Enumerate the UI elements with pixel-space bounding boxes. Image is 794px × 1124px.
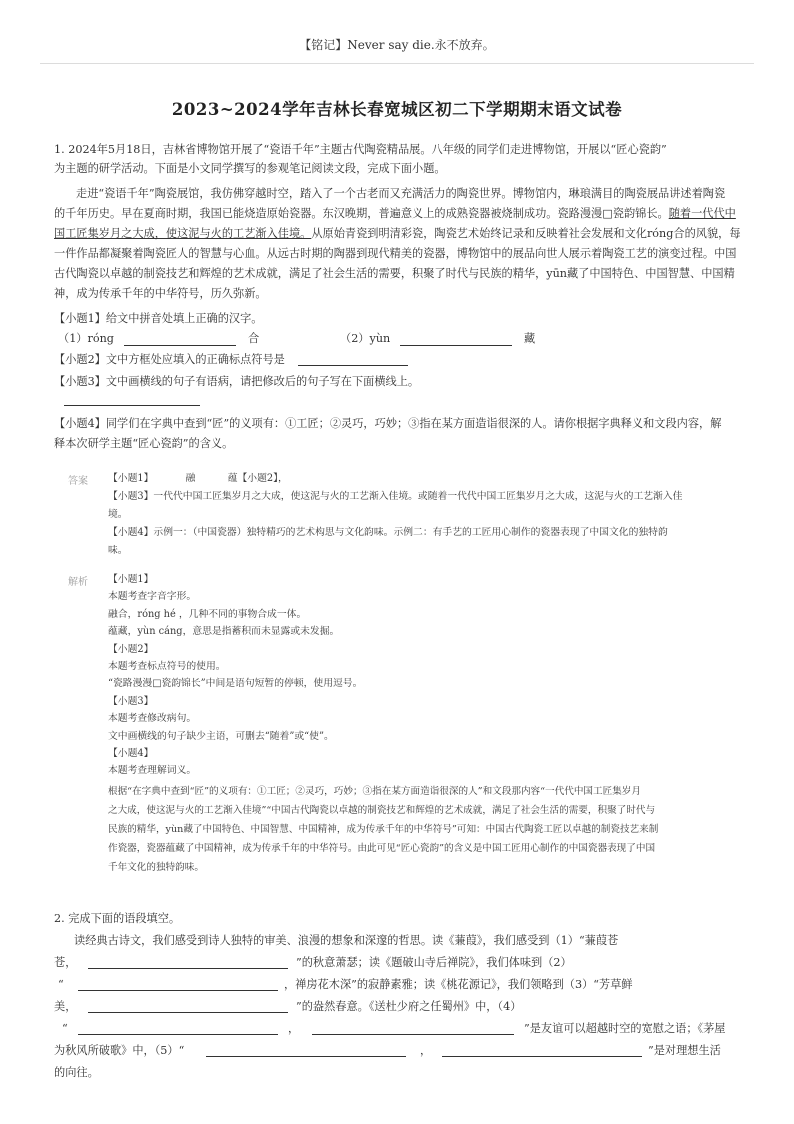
q2-line-4-start: 美， (54, 1000, 77, 1013)
q1-sub2-answer-blank[interactable] (298, 365, 408, 366)
answer-sub1-a: 融 (185, 473, 196, 484)
analysis-lines-detail (108, 782, 658, 877)
q1-passage-line-4: 一件作品都凝聚着陶瓷匠人的智慧与心血。从远古时期的陶器到现代精美的瓷器，博物馆中的展品向世人展示着陶瓷工艺的演变过程。中国 (54, 247, 737, 260)
page-title: 2023~2024学年吉林长春宽城区初二下学期期末语文试卷 (171, 100, 623, 119)
q1-sub1-tail-b: 藏 (524, 332, 536, 345)
q1-passage-line-5: 古代陶瓷以卓越的制瓷技艺和辉煌的艺术成就，满足了社会生活的需要，积聚了时代与民族的精华，yūn藏了中国特色、中国智慧、中国精 (54, 267, 735, 280)
q1-underlined-sentence-part-1: 随着一代代中 (668, 207, 736, 220)
answer-line-4: 【小题4】示例一：（中国瓷器）独特精巧的艺术构思与文化韵味。示例二：有手艺的工匠用心制作的瓷器表现了中国文化的独特韵 (108, 527, 668, 538)
q1-passage-line-6: 神，成为传承千年的中华符号，历久弥新。 (54, 287, 267, 300)
q2-line-6-comma: ， (420, 1044, 432, 1057)
analysis-line: “瓷路漫漫□瓷韵锦长”中间是语句短暂的停顿，使用逗号。 (108, 678, 363, 690)
q2-line-4-end: ”的盎然春意。《送杜少府之任蜀州》中，（4） (296, 1000, 522, 1013)
analysis-detail-line: 千年文化的独特韵味。 (108, 862, 204, 873)
analysis-detail-line: 根据“在字典中查到“匠”的义项有：①工匠；②灵巧，巧妙；③指在某方面造诣很深的人”和文段那内容“一代代中国工匠集岁月 (108, 786, 641, 797)
analysis-detail-line: 作瓷器，瓷器蕴藏了中国精神，成为传承千年的中华符号。由此可见“匠心瓷韵”的含义是中国工匠用心制作的中国瓷器表现了中国 (108, 843, 656, 854)
q1-sub1-tail-a: 合 (248, 332, 260, 345)
q1-sub1-answer-blank-a[interactable] (124, 345, 236, 346)
q1-subquestion-1: 【小题1】给文中拼音处填上正确的汉字。 (54, 312, 263, 325)
q1-subquestion-3: 【小题3】文中画横线的句子有语病，请把修改后的句子写在下面横线上。 (54, 375, 420, 388)
q1-subquestion-2: 【小题2】文中方框处应填入的正确标点符号是 (54, 353, 285, 366)
answer-sub1-tag: 【小题1】 (108, 473, 154, 484)
analysis-line: 文中画横线的句子缺少主语，可删去“随着”或“使”。 (108, 730, 334, 742)
q2-line-2-start: 苍， (54, 956, 77, 969)
answer-label: 答案 (68, 476, 88, 487)
q2-line-5-open-quote: “ (62, 1022, 68, 1035)
answer-line-5: 味。 (108, 545, 128, 556)
analysis-line: 本题考查标点符号的使用。 (108, 661, 226, 673)
q1-sub1-label-b: （2）yùn (340, 332, 391, 345)
q2-line-5-end: ”是友谊可以超越时空的宽慰之语；《茅屋 (524, 1022, 726, 1035)
q1-subquestion-4-line-2: 释本次研学主题“匠心瓷韵”的含义。 (54, 437, 234, 450)
q2-blank-1[interactable] (88, 968, 288, 969)
q2-prompt: 2. 完成下面的语段填空。 (54, 912, 181, 925)
q1-passage-line-1: 走进“瓷语千年”陶瓷展馆，我仿佛穿越时空，踏入了一个古老而又充满活力的陶瓷世界。博物馆内，琳琅满目的陶瓷展品讲述着陶瓷 (76, 187, 726, 200)
analysis-line: 【小题4】 (108, 748, 154, 760)
q2-blank-5b[interactable] (442, 1056, 642, 1057)
q1-underlined-sentence-part-2: 国工匠集岁月之大成，使这泥与火的工艺渐入佳境。 (54, 227, 312, 240)
q2-line-1: 读经典古诗文，我们感受到诗人独特的审美、浪漫的想象和深邃的哲思。读《蒹葭》，我们感受到（1）“蒹葭苍 (74, 934, 619, 947)
q1-intro-line-1: 1. 2024年5月18日，吉林省博物馆开展了“瓷语千年”主题古代陶瓷精品展。八年级的同学们走进博物馆，开展以“匠心瓷韵” (54, 143, 667, 156)
q1-passage-line-2 (54, 204, 736, 224)
q1-subquestion-4-line-1: 【小题4】同学们在字典中查到“匠”的义项有：①工匠；②灵巧，巧妙；③指在某方面造诣很深的人。请你根据字典释义和文段内容，解 (54, 417, 722, 430)
q2-line-5-comma: ， (288, 1022, 300, 1035)
q2-line-7: 的向往。 (54, 1066, 99, 1079)
q2-line-3-end: ，禅房花木深”的寂静素雅；读《桃花源记》，我们领略到（3）“芳草鲜 (284, 978, 633, 991)
analysis-line: 本题考查字音字形。 (108, 591, 197, 603)
header-divider (40, 63, 754, 64)
analysis-lines (108, 571, 362, 780)
analysis-line: 融合，róng hé ，几种不同的事物合成一体。 (108, 608, 307, 620)
q2-blank-3[interactable] (88, 1012, 288, 1013)
analysis-line: 【小题1】 (108, 574, 154, 585)
analysis-line: 本题考查理解词义。 (108, 765, 197, 777)
answer-line-2: 【小题3】一代代中国工匠集岁月之大成，使这泥与火的工艺渐入佳境。或随着一代代中国工匠集岁月之大成，这泥与火的工艺渐入佳 (108, 491, 683, 502)
q2-blank-4a[interactable] (78, 1034, 278, 1035)
q1-passage-text: 的千年历史。早在夏商时期，我国已能烧造原始瓷器。东汉晚期，普遍意义上的成熟瓷器被烧制成功。瓷路漫漫□瓷韵锦长。 (54, 207, 669, 220)
analysis-line: 本题考查修改病句。 (108, 713, 197, 725)
q1-passage-line-3 (54, 224, 741, 244)
q2-blank-5a[interactable] (206, 1056, 406, 1057)
answer-line-3: 境。 (108, 509, 128, 520)
page-motto: 【铭记】Never say die.永不放弃。 (299, 38, 495, 52)
q1-intro-line-2: 为主题的研学活动。下面是小文同学撰写的参观笔记阅读文段，完成下面小题。 (54, 162, 446, 175)
q2-line-3-start: “ (58, 978, 64, 991)
q1-sub1-answer-blank-b[interactable] (400, 345, 512, 346)
q2-blank-2[interactable] (78, 990, 278, 991)
q1-sub3-answer-blank[interactable] (64, 405, 200, 406)
q2-blank-4b[interactable] (312, 1034, 514, 1035)
analysis-detail-line: 之大成，使这泥与火的工艺渐入佳境”“中国古代陶瓷以卓越的制瓷技艺和辉煌的艺术成就，满足了社会生活的需要，积聚了时代与 (108, 805, 656, 816)
q1-passage-text: 从原始青瓷到明清彩瓷，陶瓷艺术始终记录和反映着社会发展和文化róng合的风貌，每 (311, 227, 741, 240)
q1-sub1-label-a: （1）róng (58, 332, 114, 345)
q2-line-2-end: ”的秋意萧瑟；读《题破山寺后禅院》，我们体味到（2） (296, 956, 572, 969)
analysis-label: 解析 (68, 577, 88, 588)
answer-line-1 (108, 470, 288, 488)
q2-line-6-start: 为秋风所破歌》中，（5）“ (54, 1044, 185, 1057)
analysis-line: 【小题3】 (108, 695, 154, 707)
analysis-detail-line: 民族的精华，yùn藏了中国特色、中国智慧、中国精神，成为传承千年的中华符号”可知：中国古代陶瓷工匠以卓越的制瓷技艺来制 (108, 824, 659, 835)
q2-line-6-end: ”是对理想生活 (648, 1044, 721, 1057)
analysis-line: 【小题2】 (108, 643, 154, 655)
analysis-line: 蕴藏，yùn cáng，意思是指蓄积而未显露或未发掘。 (108, 626, 340, 638)
answer-sub1-b-and-sub2: 蕴【小题2】， (227, 473, 288, 484)
